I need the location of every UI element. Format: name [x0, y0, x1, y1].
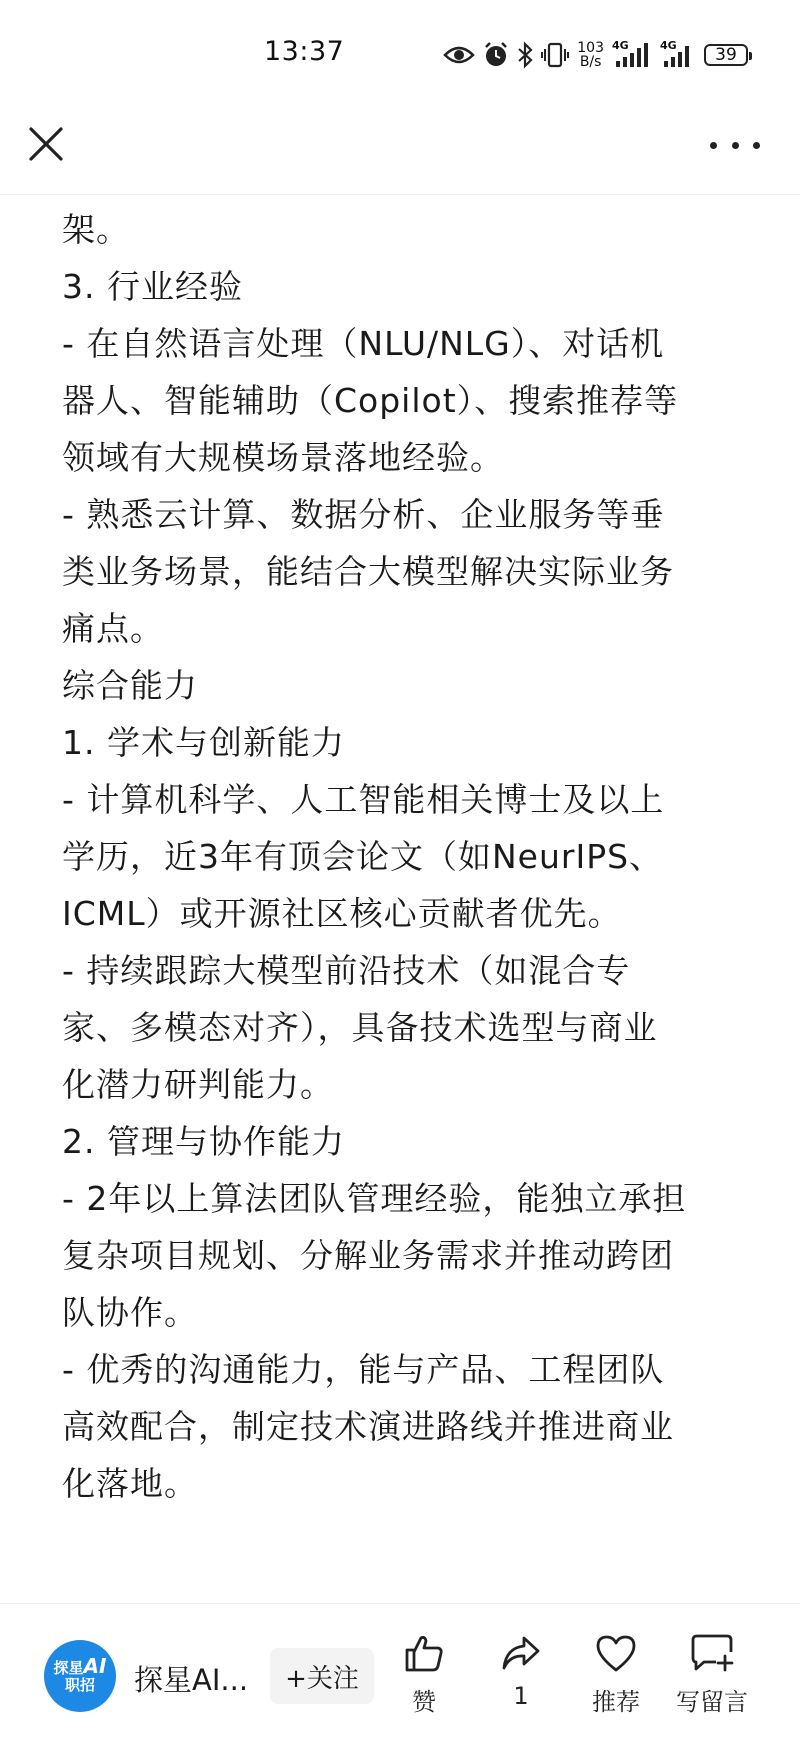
net-speed-unit: B/s	[579, 54, 602, 70]
signal-2	[660, 41, 696, 69]
bluetooth-icon	[517, 42, 533, 68]
article-line: ICML）或开源社区核心贡献者优先。	[62, 894, 622, 933]
share-button[interactable]	[500, 1632, 542, 1710]
status-bar	[0, 0, 800, 108]
article-body	[62, 174, 742, 1594]
article-line: - 2年以上算法团队管理经验，能独立承担	[62, 1179, 687, 1218]
avatar-line-2: 职招	[64, 1676, 95, 1694]
close-button[interactable]	[26, 124, 66, 164]
article-line: 学历，近3年有顶会论文（如NeurIPS、	[62, 837, 664, 876]
write-comment-button[interactable]	[676, 1632, 748, 1717]
article-line: 化潜力研判能力。	[62, 1065, 334, 1104]
signal-1-label: 4G	[612, 39, 629, 52]
article-line: 家、多模态对齐），具备技术选型与商业	[62, 1008, 658, 1047]
share-count: 1	[513, 1682, 529, 1710]
more-dot	[710, 142, 717, 149]
article-line: - 熟悉云计算、数据分析、企业服务等垂	[62, 495, 665, 534]
share-arrow-icon	[500, 1632, 542, 1674]
more-dot	[732, 142, 739, 149]
article-line: 高效配合，制定技术演进路线并推进商业	[62, 1407, 674, 1446]
section-heading: 3. 行业经验	[62, 267, 243, 306]
close-icon	[26, 124, 66, 164]
article-line: 痛点。	[62, 609, 164, 648]
like-button[interactable]	[403, 1632, 445, 1717]
status-icons	[443, 38, 748, 72]
article-line: 器人、智能辅助（Copilot）、搜索推荐等	[62, 381, 679, 420]
article-line: - 计算机科学、人工智能相关博士及以上	[62, 780, 665, 819]
recommend-button[interactable]	[592, 1632, 640, 1717]
top-nav	[0, 108, 800, 195]
section-heading: 综合能力	[62, 666, 198, 705]
article-line: 复杂项目规划、分解业务需求并推动跨团	[62, 1236, 674, 1275]
comment-add-icon	[690, 1632, 734, 1674]
section-heading: 2. 管理与协作能力	[62, 1122, 345, 1161]
article-line: - 在自然语言处理（NLU/NLG）、对话机	[62, 324, 665, 363]
status-time: 13:37	[264, 36, 345, 67]
vibrate-icon	[541, 42, 569, 68]
avatar-text: 探星	[53, 1659, 84, 1677]
battery-level: 39	[715, 45, 737, 65]
more-options-button[interactable]	[710, 130, 760, 160]
article-line: - 优秀的沟通能力，能与产品、工程团队	[62, 1350, 665, 1389]
author-avatar[interactable]	[44, 1640, 116, 1712]
author-name[interactable]: 探星AI...	[134, 1663, 249, 1697]
eye-icon	[443, 44, 475, 66]
heart-icon	[594, 1632, 638, 1674]
signal-2-label: 4G	[660, 39, 677, 52]
net-speed-value: 103	[577, 40, 604, 56]
article-line: 领域有大规模场景落地经验。	[62, 438, 504, 477]
recommend-label: 推荐	[592, 1688, 640, 1716]
avatar-line-1	[53, 1654, 107, 1678]
thumbs-up-icon	[403, 1632, 445, 1674]
section-heading: 1. 学术与创新能力	[62, 723, 345, 762]
follow-button[interactable]: +关注	[270, 1648, 374, 1704]
article-line: 队协作。	[62, 1293, 198, 1332]
avatar-text-big: AI	[83, 1654, 107, 1678]
article-line: - 持续跟踪大模型前沿技术（如混合专	[62, 951, 631, 990]
net-speed	[577, 41, 604, 69]
alarm-icon	[483, 41, 509, 69]
more-dot	[753, 142, 760, 149]
signal-1	[612, 41, 652, 69]
write-comment-label: 写留言	[676, 1688, 748, 1716]
battery-indicator	[704, 44, 748, 66]
article-line: 化落地。	[62, 1464, 198, 1503]
article-line: 类业务场景，能结合大模型解决实际业务	[62, 552, 674, 591]
article-line: 架。	[62, 210, 130, 249]
like-label: 赞	[412, 1688, 436, 1716]
bottom-action-bar	[0, 1603, 800, 1738]
